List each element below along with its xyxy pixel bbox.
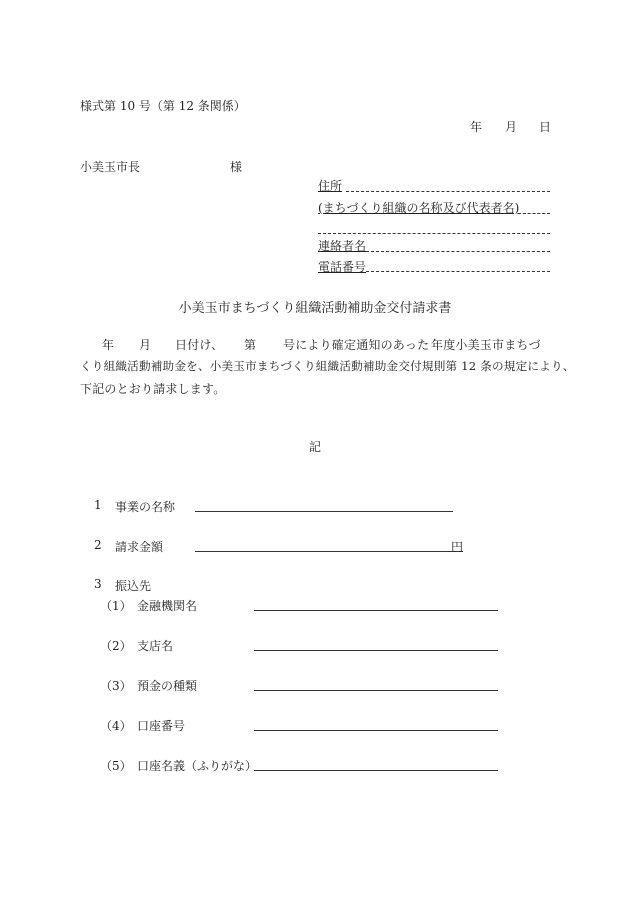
phone-field[interactable] [366,271,550,272]
ki-heading: 記 [308,440,321,454]
subitem-label-account-holder: 口座名義（ふりがな） [137,759,258,773]
org-field-line-2[interactable] [318,233,550,234]
subitem-num: （1） [100,599,132,613]
item3-label: 振込先 [115,579,152,593]
item3-num: 3 [94,577,102,591]
address-field[interactable] [346,191,550,192]
addressee-name: 小美玉市長 [80,160,141,174]
subitem-num: （4） [100,719,132,733]
body-line-3: 下記のとおり請求します。 [80,382,226,396]
date-day: 日 [539,120,552,134]
bank-name-field[interactable] [254,610,498,611]
contact-field[interactable] [366,251,550,252]
body-month: 月 [139,338,152,352]
body-year: 年 [102,338,115,352]
address-label: 住所 [318,179,343,193]
org-field[interactable] [518,213,550,214]
item1-num: 1 [94,498,102,512]
item2-num: 2 [94,538,102,552]
branch-name-field[interactable] [254,650,498,651]
body-no: 第 [244,338,257,352]
account-holder-field[interactable] [254,770,498,771]
date-year: 年 [470,120,483,134]
project-name-field[interactable] [195,511,453,512]
amount-field[interactable] [195,551,463,552]
body-day: 日付け、 [175,338,224,352]
contact-label: 連絡者名 [318,239,367,253]
phone-label: 電話番号 [318,260,367,274]
org-label: (まちづくり組織の名称及び代表者名) [318,201,520,215]
item2-label: 請求金額 [115,540,164,554]
subitem-label-account-number: 口座番号 [137,719,186,733]
date-month: 月 [505,120,518,134]
subitem-num: （3） [100,679,132,693]
subitem-num: （5） [100,759,132,773]
addressee-honorific: 様 [230,160,243,174]
body-end: 年度小美玉市まちづ [431,338,541,352]
account-type-field[interactable] [254,690,498,691]
subitem-label-bank: 金融機関名 [137,599,198,613]
subitem-num: （2） [100,639,132,653]
body-rest: 号により確定通知のあった [283,338,430,352]
amount-unit: 円 [451,540,464,554]
form-number: 様式第 10 号（第 12 条関係） [80,99,246,113]
account-number-field[interactable] [254,730,498,731]
item1-label: 事業の名称 [115,500,176,514]
document-title: 小美玉市まちづくり組織活動補助金交付請求書 [178,301,452,316]
subitem-label-branch: 支店名 [137,639,174,653]
subitem-label-account-type: 預金の種類 [137,679,198,693]
body-line-2: くり組織活動補助金を、小美玉市まちづくり組織活動補助金交付規則第 12 条の規定により、 [80,359,575,373]
